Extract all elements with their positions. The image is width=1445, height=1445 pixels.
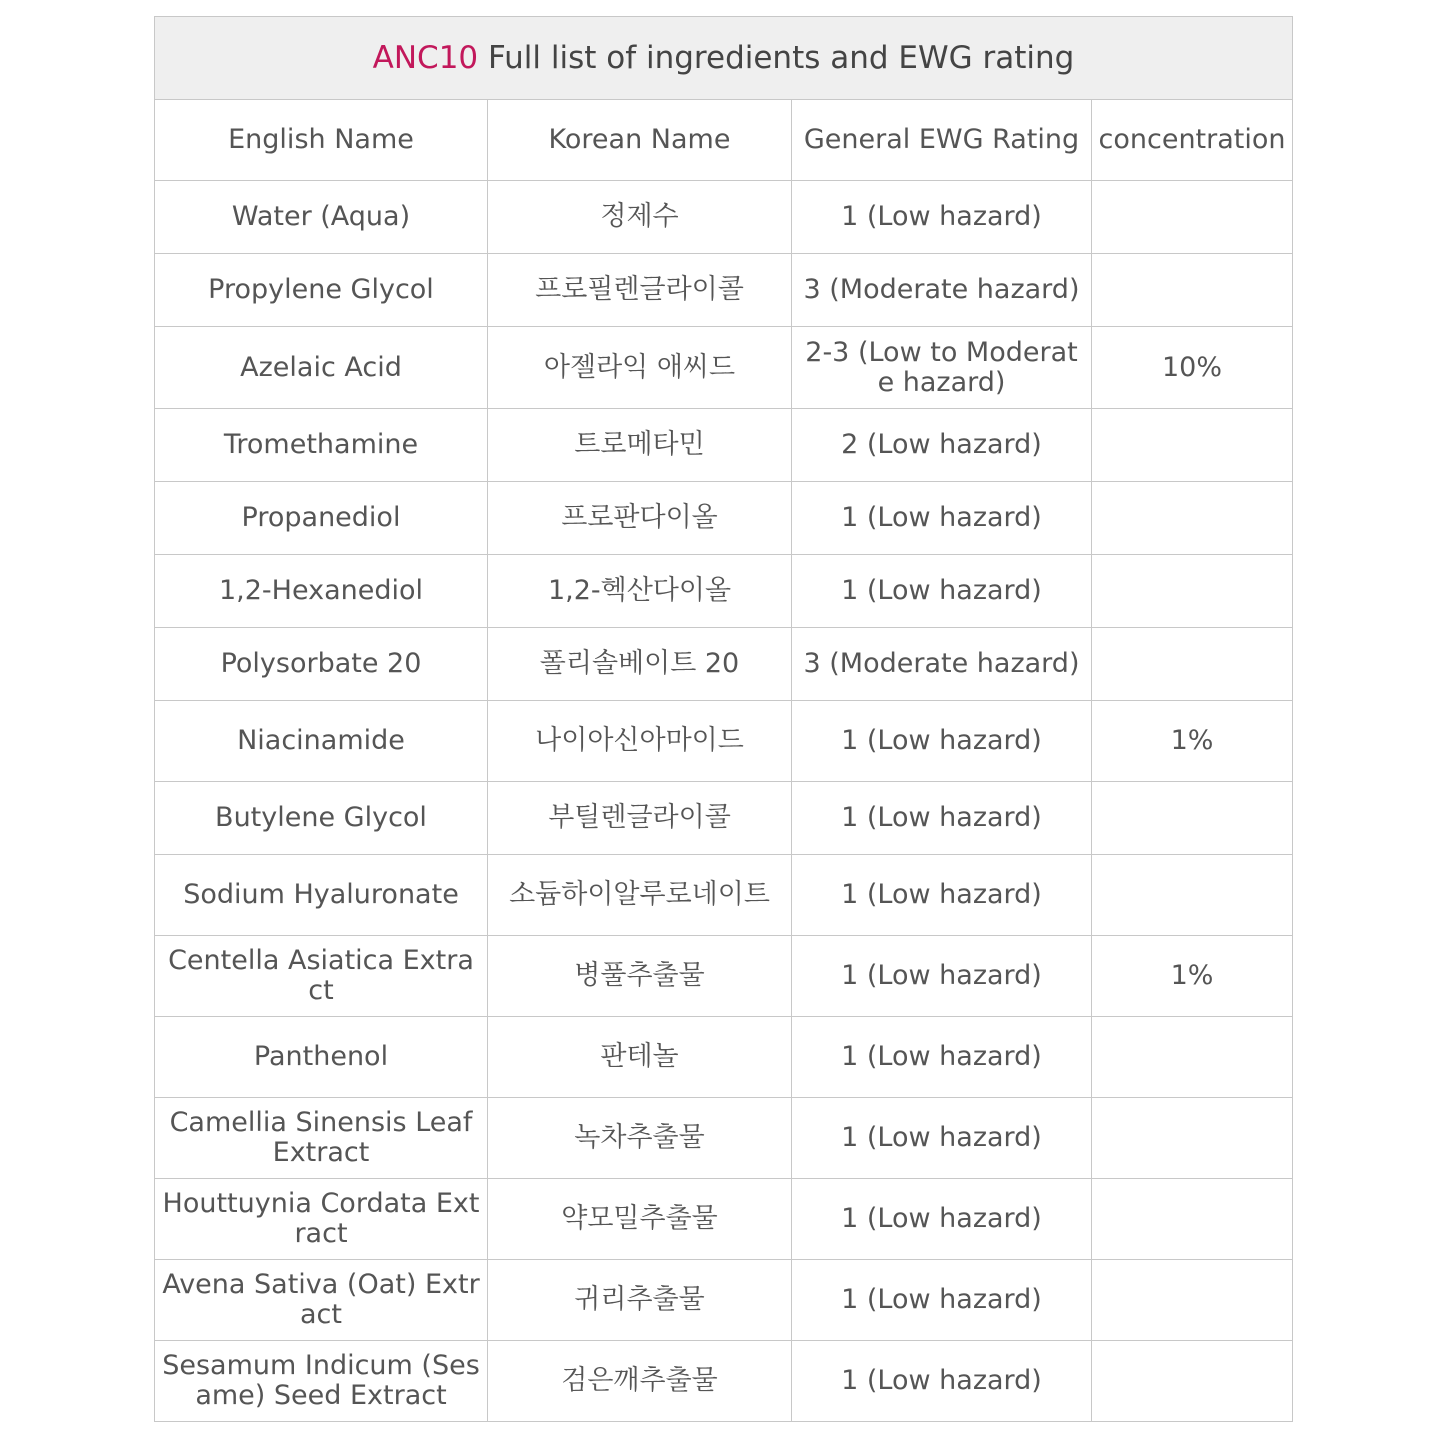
english-name-cell: Camellia Sinensis Leaf Extract <box>155 1098 488 1179</box>
korean-name-cell: 약모밀추출물 <box>488 1179 792 1260</box>
korean-name-cell: 검은깨추출물 <box>488 1341 792 1422</box>
table-title <box>155 17 1293 100</box>
table-row <box>155 782 1293 855</box>
english-name-cell: Propylene Glycol <box>155 254 488 327</box>
korean-name-cell: 귀리추출물 <box>488 1260 792 1341</box>
ewg-rating-cell: 1 (Low hazard) <box>792 1179 1092 1260</box>
korean-name-cell: 트로메타민 <box>488 409 792 482</box>
table-row <box>155 327 1293 409</box>
concentration-cell <box>1092 482 1293 555</box>
header-row <box>155 100 1293 181</box>
concentration-cell <box>1092 254 1293 327</box>
ewg-rating-cell: 1 (Low hazard) <box>792 482 1092 555</box>
table-row <box>155 628 1293 701</box>
column-header-concentration: concentration <box>1092 100 1293 181</box>
table-row <box>155 555 1293 628</box>
concentration-cell <box>1092 1017 1293 1098</box>
column-header-english-name: English Name <box>155 100 488 181</box>
concentration-cell <box>1092 181 1293 254</box>
concentration-cell: 1% <box>1092 936 1293 1017</box>
concentration-cell <box>1092 1260 1293 1341</box>
column-header-ewg-rating: General EWG Rating <box>792 100 1092 181</box>
korean-name-cell: 프로판다이올 <box>488 482 792 555</box>
table-body <box>155 181 1293 1422</box>
ewg-rating-cell: 1 (Low hazard) <box>792 855 1092 936</box>
ewg-rating-cell: 2-3 (Low to Moderate hazard) <box>792 327 1092 409</box>
english-name-cell: Houttuynia Cordata Extract <box>155 1179 488 1260</box>
korean-name-cell: 나이아신아마이드 <box>488 701 792 782</box>
table-row <box>155 936 1293 1017</box>
english-name-cell: Sodium Hyaluronate <box>155 855 488 936</box>
concentration-cell <box>1092 409 1293 482</box>
column-header-korean-name: Korean Name <box>488 100 792 181</box>
concentration-cell <box>1092 628 1293 701</box>
korean-name-cell: 프로필렌글라이콜 <box>488 254 792 327</box>
ewg-rating-cell: 1 (Low hazard) <box>792 181 1092 254</box>
korean-name-cell: 아젤라익 애씨드 <box>488 327 792 409</box>
concentration-cell <box>1092 1179 1293 1260</box>
english-name-cell: Avena Sativa (Oat) Extract <box>155 1260 488 1341</box>
table-row <box>155 855 1293 936</box>
english-name-cell: Water (Aqua) <box>155 181 488 254</box>
concentration-cell <box>1092 782 1293 855</box>
concentration-cell: 1% <box>1092 701 1293 782</box>
ewg-rating-cell: 2 (Low hazard) <box>792 409 1092 482</box>
table-row <box>155 701 1293 782</box>
ewg-rating-cell: 1 (Low hazard) <box>792 1260 1092 1341</box>
concentration-cell <box>1092 555 1293 628</box>
english-name-cell: Centella Asiatica Extract <box>155 936 488 1017</box>
english-name-cell: Butylene Glycol <box>155 782 488 855</box>
table-row <box>155 482 1293 555</box>
korean-name-cell: 판테놀 <box>488 1017 792 1098</box>
table-row <box>155 1017 1293 1098</box>
ewg-rating-cell: 1 (Low hazard) <box>792 701 1092 782</box>
korean-name-cell: 정제수 <box>488 181 792 254</box>
concentration-cell <box>1092 1341 1293 1422</box>
table-row <box>155 254 1293 327</box>
english-name-cell: Tromethamine <box>155 409 488 482</box>
korean-name-cell: 녹차추출물 <box>488 1098 792 1179</box>
concentration-cell <box>1092 855 1293 936</box>
english-name-cell: 1,2-Hexanediol <box>155 555 488 628</box>
english-name-cell: Panthenol <box>155 1017 488 1098</box>
english-name-cell: Sesamum Indicum (Sesame) Seed Extract <box>155 1341 488 1422</box>
ewg-rating-cell: 1 (Low hazard) <box>792 555 1092 628</box>
table-row <box>155 1179 1293 1260</box>
concentration-cell: 10% <box>1092 327 1293 409</box>
korean-name-cell: 병풀추출물 <box>488 936 792 1017</box>
english-name-cell: Azelaic Acid <box>155 327 488 409</box>
table-row <box>155 409 1293 482</box>
table-row <box>155 1341 1293 1422</box>
table-row <box>155 1098 1293 1179</box>
ewg-rating-cell: 1 (Low hazard) <box>792 1017 1092 1098</box>
ewg-rating-cell: 1 (Low hazard) <box>792 782 1092 855</box>
english-name-cell: Polysorbate 20 <box>155 628 488 701</box>
concentration-cell <box>1092 1098 1293 1179</box>
ewg-rating-cell: 1 (Low hazard) <box>792 1098 1092 1179</box>
korean-name-cell: 부틸렌글라이콜 <box>488 782 792 855</box>
product-code: ANC10 <box>372 40 479 76</box>
korean-name-cell: 폴리솔베이트 20 <box>488 628 792 701</box>
ewg-rating-cell: 1 (Low hazard) <box>792 1341 1092 1422</box>
korean-name-cell: 소듐하이알루로네이트 <box>488 855 792 936</box>
ewg-rating-cell: 3 (Moderate hazard) <box>792 628 1092 701</box>
ewg-rating-cell: 1 (Low hazard) <box>792 936 1092 1017</box>
korean-name-cell: 1,2-헥산다이올 <box>488 555 792 628</box>
ewg-rating-cell: 3 (Moderate hazard) <box>792 254 1092 327</box>
ingredients-table-container <box>154 16 1292 1422</box>
table-row <box>155 1260 1293 1341</box>
ingredients-table <box>154 16 1293 1422</box>
english-name-cell: Niacinamide <box>155 701 488 782</box>
english-name-cell: Propanediol <box>155 482 488 555</box>
title-text: Full list of ingredients and EWG rating <box>478 40 1075 76</box>
table-row <box>155 181 1293 254</box>
